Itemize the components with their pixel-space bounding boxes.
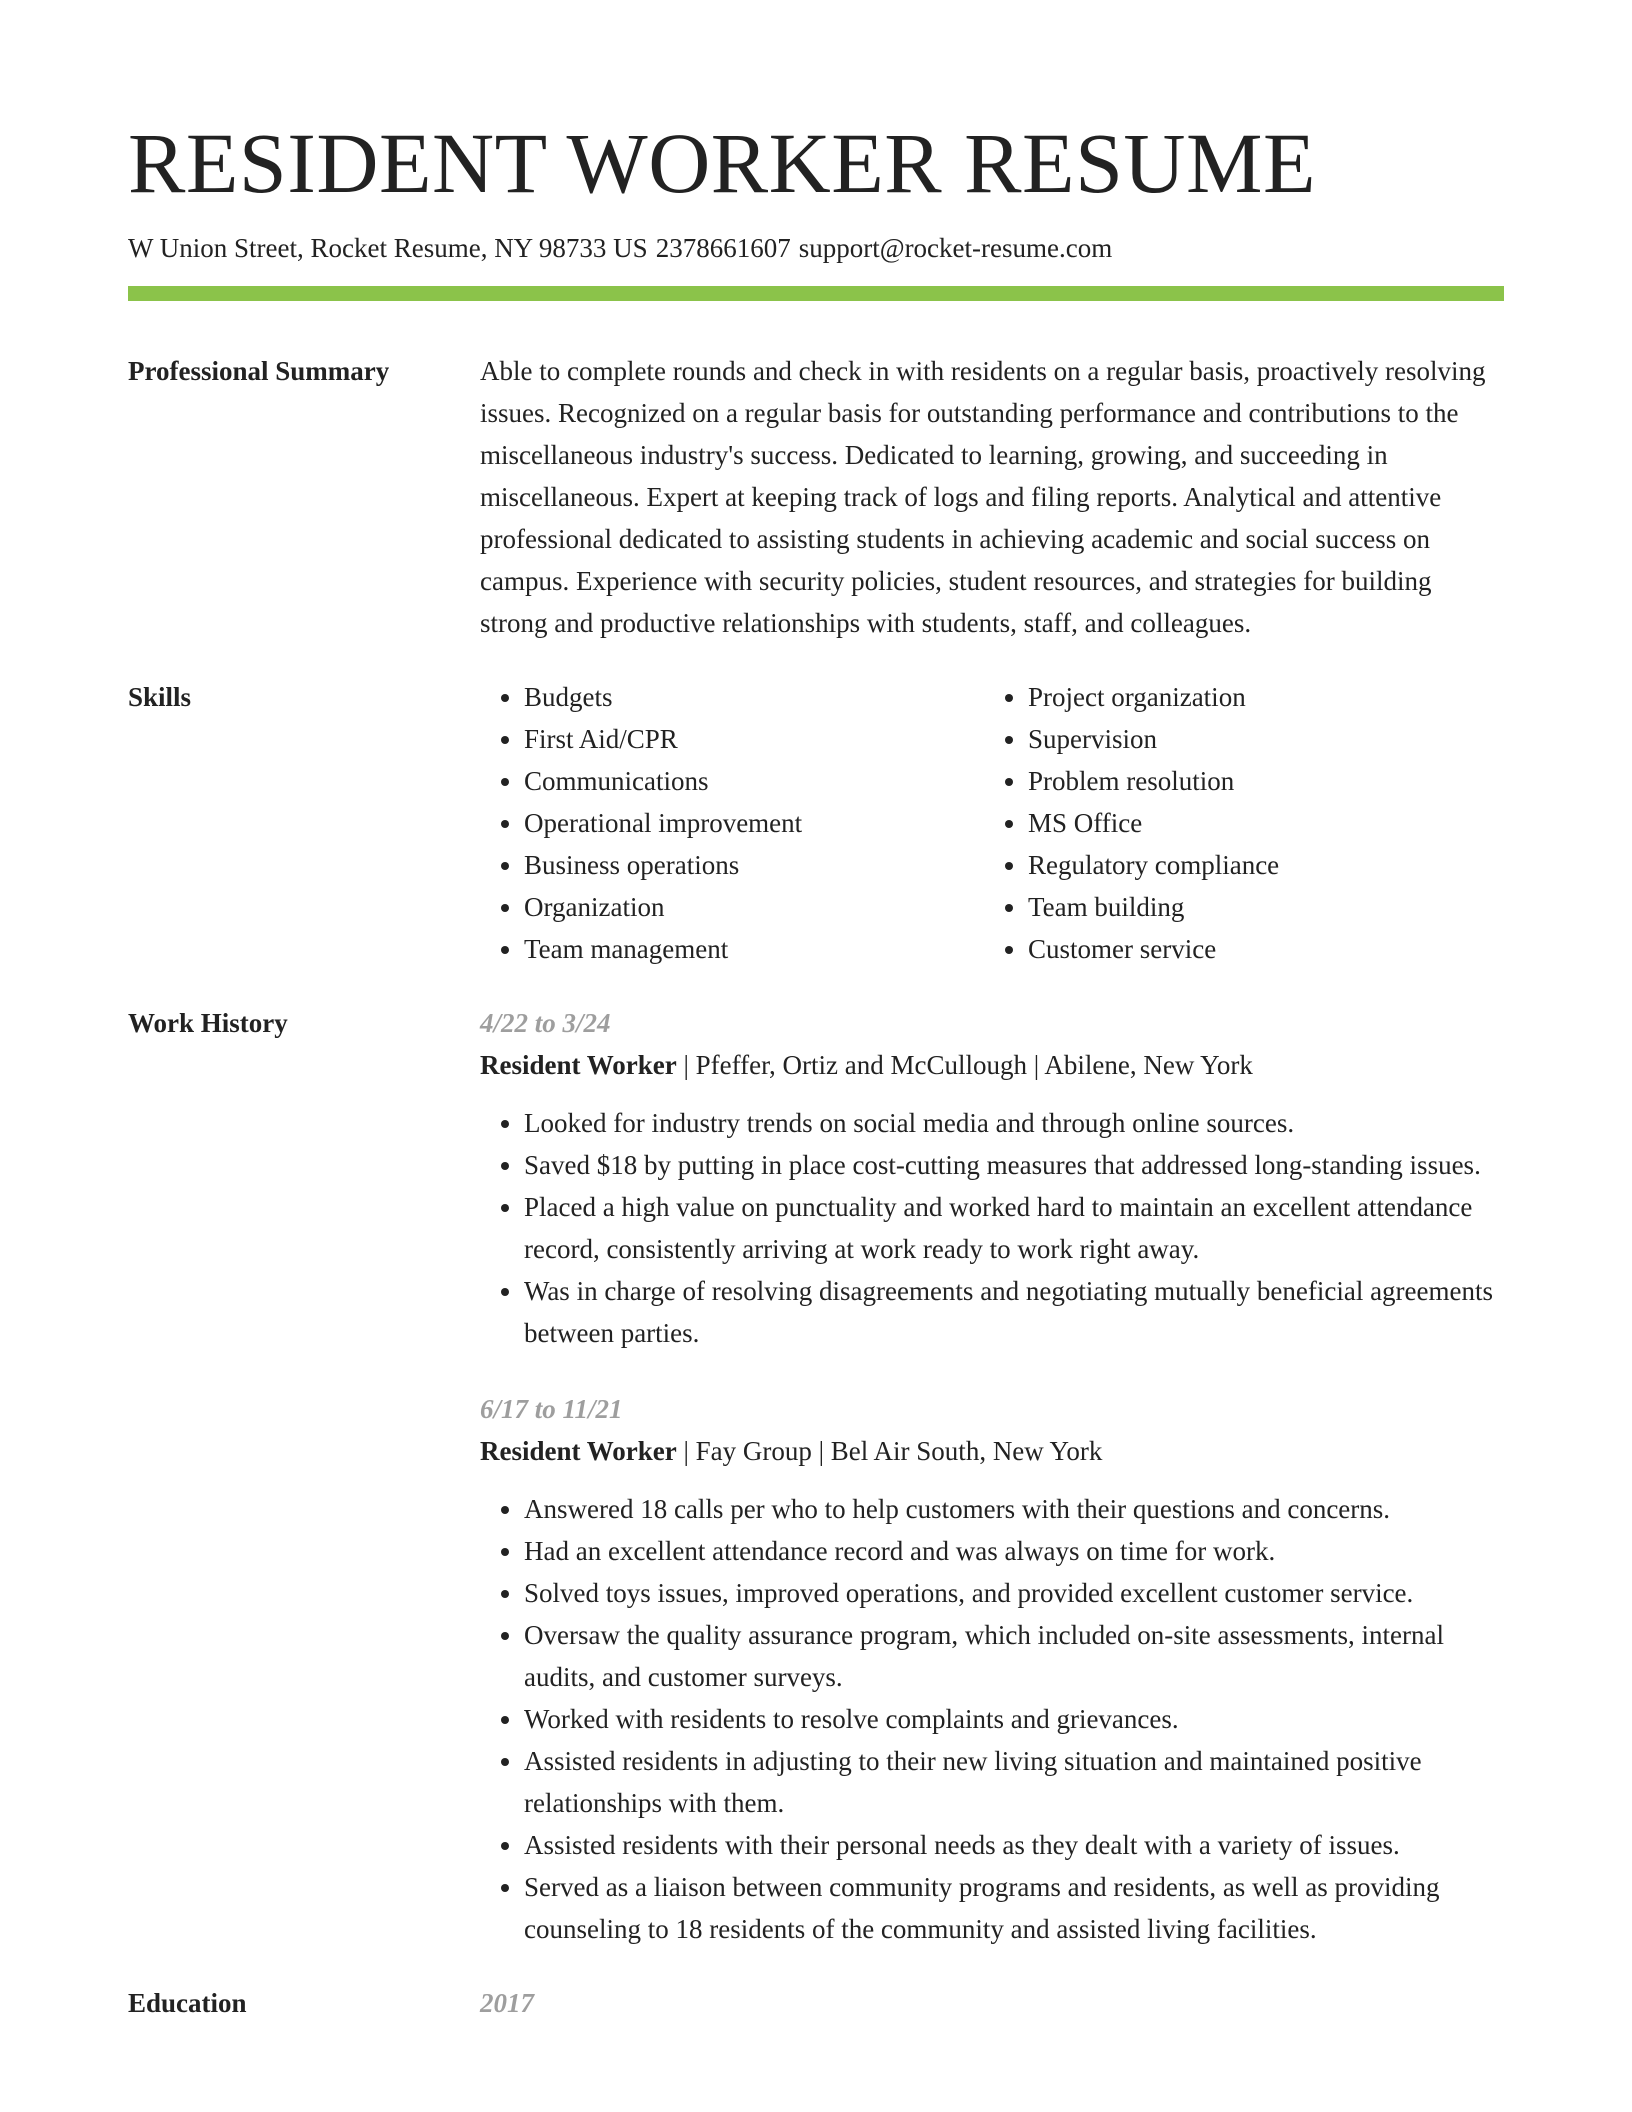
education-section	[128, 1982, 1504, 2024]
skill-item: • Team building	[1028, 886, 1279, 928]
job-entry	[480, 1388, 1504, 1950]
skill-item: • Budgets	[524, 676, 984, 718]
job-bullet: • Served as a liaison between community programs and residents, as well as providing counseling to 18 residents of the community and assisted living facilities.	[524, 1866, 1504, 1950]
job-dates: 4/22 to 3/24	[480, 1008, 611, 1039]
job-details: | Pfeffer, Ortiz and McCullough | Abilene, New York	[676, 1050, 1253, 1081]
education-dates: 2017	[480, 1988, 534, 2019]
summary-text: Able to complete rounds and check in with residents on a regular basis, proactively resolving issues. Recognized on a regular basis for outstanding performance and contributions to the miscellaneous industry's success. Dedicated to learning, growing, and succeeding in miscellaneous. Expert at keeping track of logs and filing reports. Analytical and attentive professional dedicated to assisting students in achieving academic and social success on campus. Experience with security policies, student resources, and strategies for building strong and productive relationships with students, staff, and colleagues.	[480, 356, 1486, 639]
skill-item: • Project organization	[1028, 676, 1279, 718]
skill-item: • Supervision	[1028, 718, 1279, 760]
job-dates: 6/17 to 11/21	[480, 1394, 623, 1425]
skills-list-right	[984, 676, 1279, 970]
job-role: Resident Worker	[480, 1436, 677, 1467]
skill-item: • Business operations	[524, 844, 984, 886]
skill-item: • Regulatory compliance	[1028, 844, 1279, 886]
summary-heading: Professional Summary	[128, 356, 390, 387]
job-bullet: • Looked for industry trends on social media and through online sources.	[524, 1102, 1504, 1144]
skills-heading: Skills	[128, 682, 192, 713]
job-bullets	[480, 1488, 1504, 1950]
header-divider	[128, 286, 1504, 301]
contact-address: W Union Street, Rocket Resume, NY 98733 US	[128, 233, 648, 263]
skill-item: • First Aid/CPR	[524, 718, 984, 760]
work-history-section	[128, 1002, 1504, 1950]
skill-item: • Team management	[524, 928, 984, 970]
contact-line	[128, 232, 1504, 264]
job-bullet: • Assisted residents with their personal needs as they dealt with a variety of issues.	[524, 1824, 1504, 1866]
job-entry	[480, 1002, 1504, 1354]
job-details: | Fay Group | Bel Air South, New York	[676, 1436, 1103, 1467]
education-heading: Education	[128, 1988, 247, 2019]
skill-item: • MS Office	[1028, 802, 1279, 844]
job-bullet: • Had an excellent attendance record and was always on time for work.	[524, 1530, 1504, 1572]
contact-email: support@rocket-resume.com	[798, 233, 1113, 263]
resume-title: RESIDENT WORKER RESUME	[128, 115, 1316, 211]
skill-item: • Problem resolution	[1028, 760, 1279, 802]
skill-item: • Organization	[524, 886, 984, 928]
job-bullet: • Answered 18 calls per who to help customers with their questions and concerns.	[524, 1488, 1504, 1530]
skills-section	[128, 676, 1504, 970]
job-bullet: • Oversaw the quality assurance program, which included on-site assessments, internal audits, and customer surveys.	[524, 1614, 1504, 1698]
job-bullet: • Was in charge of resolving disagreements and negotiating mutually beneficial agreements between parties.	[524, 1270, 1504, 1354]
job-bullet: • Assisted residents in adjusting to their new living situation and maintained positive relationships with them.	[524, 1740, 1504, 1824]
job-bullet: • Worked with residents to resolve complaints and grievances.	[524, 1698, 1504, 1740]
job-title-line	[480, 1044, 1504, 1086]
work-history-heading: Work History	[128, 1008, 288, 1039]
job-role: Resident Worker	[480, 1050, 677, 1081]
job-bullet: • Saved $18 by putting in place cost-cutting measures that addressed long-standing issues.	[524, 1144, 1504, 1186]
skill-item: • Customer service	[1028, 928, 1279, 970]
job-title-line	[480, 1430, 1504, 1472]
contact-phone: 2378661607	[655, 233, 791, 263]
skill-item: • Operational improvement	[524, 802, 984, 844]
job-bullet: • Solved toys issues, improved operations, and provided excellent customer service.	[524, 1572, 1504, 1614]
job-bullets	[480, 1102, 1504, 1354]
summary-section	[128, 350, 1504, 644]
skill-item: • Communications	[524, 760, 984, 802]
skills-list-left	[480, 676, 984, 970]
job-bullet: • Placed a high value on punctuality and worked hard to maintain an excellent attendance record, consistently arriving at work ready to work right away.	[524, 1186, 1504, 1270]
